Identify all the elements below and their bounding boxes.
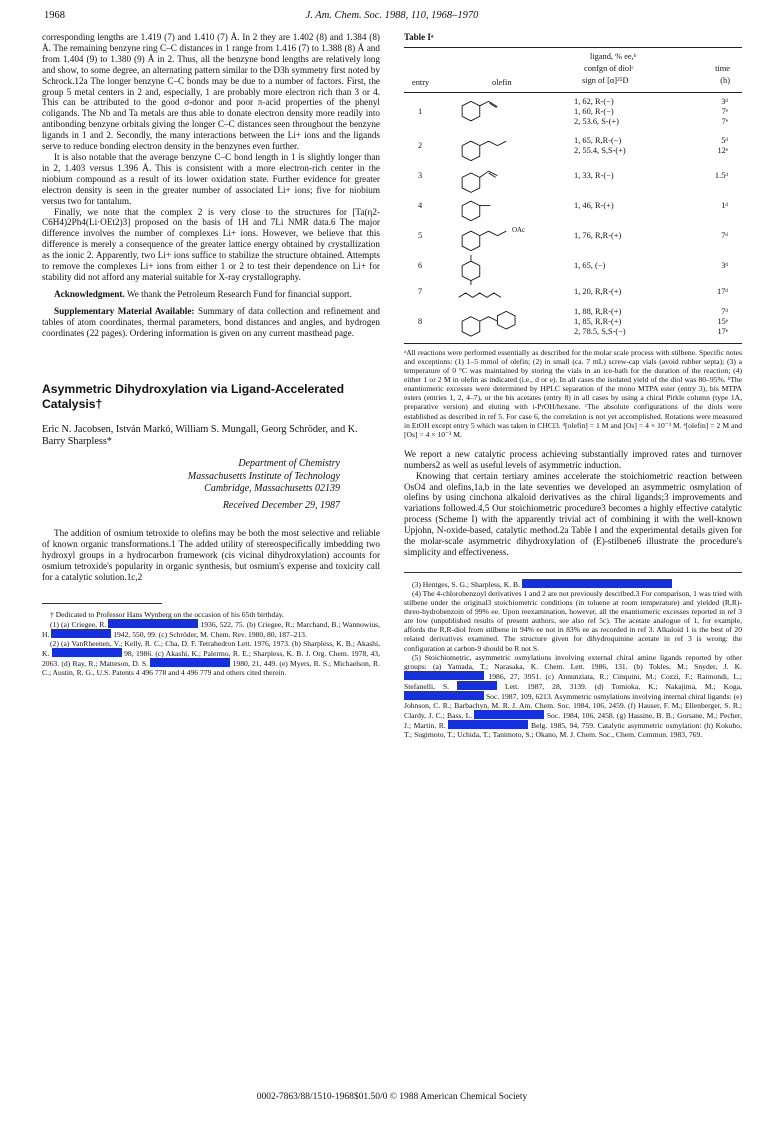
redaction-mark xyxy=(108,619,198,628)
body-paragraph: Knowing that certain tertiary amines accelerate the stoichiometric reaction between OsO4 and olefins,1a,b in the late seventies we developed an asymmetric osmylation of olefins by using cinchona alkaloid derivatives as the chiral ligands;3 improvements and variations followed.4,5 Our stoichiometric procedure3 becomes a highly effective catalytic process (Scheme I) with the apparently trivial act of combining it with the well-known Upjohn, N-oxide-based, catalytic method.2a Table I and the experimental details given for the molar-scale asymmetric dihydroxylation of (E)-stilbene6 illustrate the procedure's simplicity and effectiveness. xyxy=(404,470,742,557)
body-paragraph: It is also notable that the average benzyne C–C bond length in 1 is slightly longer than in 2, 1.403 versus 1.396 Å. This is consistent with a more electron-rich center in the niobium compound as a result of its lower oxidation state. Further evidence for greater electron density is seen in the greater number of associated Li+ ions; five for niobium versus two for tantalum. xyxy=(42,151,380,206)
acknowledgment xyxy=(42,289,380,300)
footnotes-right xyxy=(404,579,742,740)
time-value: 17ᵈ xyxy=(717,286,728,296)
body-paragraph: corresponding lengths are 1.419 (7) and 1.410 (7) Å. In 2 they are 1.402 (8) and 1.384 (8) Å. The remaining benzyne ring C–C distances in 1 range from 1.416 (7) to 1.388 (8) Å and from 1.404 (9) to 1.380 (9) Å in 2. Thus, all the benzyne bond lengths are relatively long and show, to some degree, an alternating pattern similar to the D3h symmetry first noted by Schrock.12a The longer benzyne C–C bonds may be due to a number of factors. First, the group 5 metal centers in 2 and, especially, 1 are probably more electron rich than 3 or 4. This can be attributed to the good σ-donor and poor π-acid properties of the phenyl coligands. The Nb and Ta metals are thus able to donate electron density more readily into antibonding benzyne orbitals giving the longer C–C distances seen throughout the benzyne ligands in 1 and 2. Secondly, the many interactions between the Li+ ions and the ligands serve to reduce bonding electron density in the benzynes even further. xyxy=(42,32,380,152)
ligand-value: 1, 85, R,R-(+) xyxy=(574,316,622,326)
table-row xyxy=(404,131,742,161)
time-values xyxy=(721,97,728,127)
ligand-value: 1, 46, R-(+) xyxy=(574,200,614,210)
footnote-text: Soc. 1987, 109, 6213. Asymmetric osmylations involving internal chiral ligands: (e) Johnson, C. R.; Barbachyn, M. R. J. Am. Chem. Soc. 1984, 106, 2459. (f) Hauser, F. M.; Ellenberger, S. R.; Clardy, J. C.; Bass, L. xyxy=(404,692,743,721)
left-column xyxy=(42,32,380,677)
time-value: 7ᵈ xyxy=(721,306,728,316)
table-footnote: ᵃAll reactions were performed essentially as described for the molar scale process with stilbene. Specific notes and exceptions: (1) 1–5 mmol of olefin; (2) in small (ca. 7 mL) screw-cap vials (avoid rubber septa); (3) a temperature of 0 °C was maintained by storing the vials in an ice-bath for the duration of the reaction; (4) either 1 or 2 M in olefin as indicated (i.e., d or e). In all cases the isolated yield of the diol was 80–95%. ᵇThe enantiomeric excesses were determined by HPLC separation of the mono MTPA ester (entry 3), bis MTPA esters (entries 1, 2, 4–7), or the bis acetates (entry 8) in all cases by using a chiral Pirkle column (type 1A, preparative version) and eluting with i-PrOH/hexane. ᶜThe absolute configurations of the diols were established as described in ref 5. For case 6, the correlation is not yet accomplished. Rotations were measured in EtOH except entry 5 which was taken in CHCl3. ᵈ[olefin] = 1 M and [Os] = 4 × 10⁻³ M. ᵉ[olefin] = 2 M and [Os] = 4 × 10⁻³ M. xyxy=(404,343,742,439)
entry-number: 2 xyxy=(418,140,423,150)
time-value: 5ᵈ xyxy=(721,135,728,145)
time-values xyxy=(721,231,728,241)
ligand-value: 1, 33, R-(−) xyxy=(574,170,614,180)
footnote-text: (1) (a) Criegee, R. xyxy=(50,619,107,629)
table-row xyxy=(404,93,742,131)
ligand-values xyxy=(574,287,621,297)
footnote-text: (5) Stoichiometric, asymmetric osmylations involving external chiral amine ligands reported by other groups: (a) Yamada, T.; Narasaka, K. Chem. Lett. 1986, 131. (b) Tokles, M.; Snyder, J. K. xyxy=(404,652,742,671)
entry-number: 7 xyxy=(418,286,423,296)
time-values xyxy=(715,171,728,181)
redaction-mark xyxy=(51,629,111,638)
footnote-rule xyxy=(42,603,162,604)
redaction-mark xyxy=(404,671,484,680)
time-value: 1ᵈ xyxy=(721,200,728,210)
footnote-text: Soc. 1984, 106, 2458. (g) Hassine, B. B.; Gorsane, M.; Pecher, J.; Martin, R. xyxy=(404,711,742,731)
affiliation-line: Massachusetts Institute of Technology xyxy=(187,470,340,482)
body-paragraph: We report a new catalytic process achieving substantially improved rates and turnover numbers2 as well as useful levels of asymmetric induction. xyxy=(404,448,742,470)
redaction-mark xyxy=(52,648,122,657)
ligand-values xyxy=(574,261,605,271)
redaction-mark xyxy=(404,691,484,700)
table-row xyxy=(404,161,742,191)
header-time-2: (h) xyxy=(720,75,730,85)
time-value: 3ᵈ xyxy=(721,96,728,106)
time-value: 17ᵉ xyxy=(717,326,728,336)
redaction-mark xyxy=(150,658,230,667)
ligand-values xyxy=(574,307,626,337)
table-row xyxy=(404,221,742,251)
author-list: Eric N. Jacobsen, István Markó, William S. Mungall, Georg Schröder, and K. Barry Sharpless* xyxy=(42,423,358,448)
table-row xyxy=(404,303,742,341)
table-row xyxy=(404,281,742,303)
ligand-values xyxy=(574,171,614,181)
header-ligand-3: sign of [α]²⁵D xyxy=(582,75,629,85)
entry-number: 5 xyxy=(418,230,423,240)
time-values xyxy=(717,307,728,337)
footnote xyxy=(404,653,742,740)
ligand-value: 2, 53.6, S-(+) xyxy=(574,116,619,126)
footnote xyxy=(42,639,380,677)
ligand-value: 1, 88, R,R-(+) xyxy=(574,306,622,316)
olefin-label: OAc xyxy=(512,225,526,234)
table-body xyxy=(404,93,742,341)
right-column xyxy=(404,32,742,740)
table-row xyxy=(404,191,742,221)
running-head xyxy=(44,10,740,26)
ligand-values xyxy=(574,136,626,156)
ligand-value: 1, 76, R,R-(+) xyxy=(574,230,622,240)
affiliation-line: Cambridge, Massachusetts 02139 xyxy=(204,482,340,494)
body-paragraph: Finally, we note that the complex 2 is very close to the structures for [Ta(η2-C6H4)2Ph4(Li·OEt2)3] proposed on the basis of 1H and 7Li NMR data.6 The major difference involves the number of complexes Li+ ions. However, we believe that this difference is merely a consequence of the greater lattice energy obtained by crystallization as the ionic 2. Apparently, two Li+ ions suffice to stabilize the structure obtained. Attempts to remove the complexes Li+ ions from either 1 or 2 to test their dependence on Li+ for stability did not afford any material suitable for X-ray crystallography. xyxy=(42,206,380,282)
header-olefin: olefin xyxy=(492,77,512,87)
entry-number: 4 xyxy=(418,200,423,210)
header-time-1: time xyxy=(715,63,730,73)
received-date: Received December 29, 1987 xyxy=(222,500,340,512)
time-values xyxy=(721,201,728,211)
header-ligand-2: confgn of diolᶜ xyxy=(584,63,634,73)
redaction-mark xyxy=(522,579,672,588)
ligand-value: 1, 65, (−) xyxy=(574,260,606,270)
journal-citation: J. Am. Chem. Soc. 1988, 110, 1968–1970 xyxy=(305,10,479,21)
time-value: 3ᵈ xyxy=(721,260,728,270)
ligand-value: 2, 78.5, S,S-(−) xyxy=(574,326,626,336)
footnote-text: 1942, 550, 99. (c) Schröder, M. Chem. Rev. 1980, 80, 187–213. xyxy=(113,629,307,639)
table-header xyxy=(404,47,742,93)
footnote xyxy=(42,619,380,639)
time-value: 7ᵈ xyxy=(721,230,728,240)
acknowledgment-label: Acknowledgment. xyxy=(54,288,125,299)
ligand-values xyxy=(574,97,619,127)
footnote: (4) The 4-chlorobenzoyl derivatives 1 and 2 are not previously described.3 For comparison, 1 was tried with stilbene under the original3 stoichiometric conditions (in toluene at room temperature) and yielded (R,R)-threo-hydrobenzoin of 99% ee. Upon reexamination, however, all the enantiomeric excesses reported in ref 3 are low (unpublished results of present authors, see also ref 5c). The acetate analogue of 1, for example, affords the R,R-diol from stilbene in 94% ee not in 83% ee as recorded in ref 3. Alkaloid 1 is the best of 20 related derivatives examined. The structure given for dihydroquinine acetate in ref 3 is wrong: the configuration at carbon-9 should be R not S. xyxy=(404,589,742,653)
time-values xyxy=(717,136,728,156)
entry-number: 8 xyxy=(418,316,423,326)
table-title: Table Iᵃ xyxy=(404,32,434,42)
ligand-value: 1, 20, R,R-(+) xyxy=(574,286,622,296)
time-value: 1.5ᵈ xyxy=(714,170,728,180)
header-ligand-1: ligand, % ee,ᵇ xyxy=(590,51,637,61)
ligand-value: 1, 62, R-(−) xyxy=(574,96,614,106)
footnote-text: 1986, 27, 3951. (c) Annunziata, R.; Cinquini, M.; Cozzi, F.; Raimondi, L.; Stefanelli, S. xyxy=(404,671,742,691)
supplementary-material xyxy=(42,306,380,339)
entry-number: 3 xyxy=(418,170,423,180)
footnote-text: Lett. 1987, 28, 3139. (d) Tomioka, K.; Nakajima, M.; Koga, xyxy=(505,681,742,691)
footnote-text: (3) Hentges, S. G.; Sharpless, K. B. xyxy=(412,579,520,589)
redaction-mark xyxy=(457,681,497,690)
stilbene-structure xyxy=(450,307,536,337)
trans-stilbene-structure xyxy=(450,97,536,127)
page-number: 1968 xyxy=(44,10,65,21)
time-values xyxy=(721,261,728,271)
table-row xyxy=(404,251,742,281)
ligand-values xyxy=(574,201,614,211)
ligand-values xyxy=(574,231,621,241)
footnotes-left xyxy=(42,610,380,678)
redaction-mark xyxy=(448,720,528,729)
affiliation-line: Department of Chemistry xyxy=(238,458,340,470)
article-title: Asymmetric Dihydroxylation via Ligand-Accelerated Catalysis† xyxy=(42,382,345,412)
header-entry: entry xyxy=(412,77,430,87)
footnote-text: 1980, 21, 449. (e) Myers, R. S.; Michaelson, R. C.; Austin, R. G., U.S. Patents 4 496 778 and 4 496 779 and others cited therein. xyxy=(42,658,380,678)
footnote-rule xyxy=(404,572,742,573)
ligand-value: 1, 65, R,R-(−) xyxy=(574,135,622,145)
footnote: † Dedicated to Professor Hans Wynberg on the occasion of his 65th birthday. xyxy=(50,609,284,619)
entry-number: 6 xyxy=(418,260,423,270)
time-value: 7ᵉ xyxy=(721,116,728,126)
time-value: 7ᵉ xyxy=(721,106,728,116)
acknowledgment-text: We thank the Petroleum Research Fund for financial support. xyxy=(126,288,352,299)
redaction-mark xyxy=(474,710,544,719)
footnote-text: (2) (a) VanRheenen, V.; Kelly, R. C.; Cha, D. F. Tetrahedron Lett. 1976, 1973. (b) Sharpless, K. B.; Akashi, K. xyxy=(42,638,380,658)
footnote-text: 98, 1986. (c) Akashi, K.; Palermo, R. E.; Sharpless, K. B. J. Org. Chem. 1978, 43, 2063. (d) Ray, R.; Matteson, D. S. xyxy=(42,648,380,668)
time-values xyxy=(717,287,728,297)
copyright-footer: 0002-7863/88/1510-1968$01.50/0 © 1988 American Chemical Society xyxy=(256,1092,528,1102)
entry-number: 1 xyxy=(418,106,423,116)
ligand-value: 2, 55.4, S,S-(+) xyxy=(574,145,626,155)
supplementary-label: Supplementary Material Available: xyxy=(54,305,195,316)
footnote-text: 1936, 522, 75. (b) Criegee, R.; Marchand, B.; Wannowius, H. xyxy=(42,619,380,639)
time-value: 12ᵉ xyxy=(717,145,728,155)
ligand-value: 1, 60, R-(−) xyxy=(574,106,614,116)
intro-paragraph: The addition of osmium tetroxide to olefins may be both the most selective and reliable of known organic transformations.1 The added utility of stereospecifically imbedding two hydroxyl groups in a hydrocarbon framework (cis vicinal dihydroxylation) accounts for osmium tetroxide's popularity in organic synthesis, but osmium's expense and toxicity call for a catalytic solution.1c,2 xyxy=(42,527,380,582)
footnote-text: Belg. 1985, 94, 759. Catalytic asymmetric osmylation: (h) Kokubo, T.; Sugimoto, T.; Uchida, T.; Tanimoto, S.; Okano, M. J. Chem. Soc., Chem. Commun. 1983, 769. xyxy=(404,721,742,740)
footnote xyxy=(404,579,742,589)
affiliation xyxy=(42,458,380,495)
supplementary-text: Summary of data collection and refinement and tables of atom coordinates, thermal parameters, bond distances and angles, and hydrogen coordinates (22 pages). Ordering information is given on any current masthead page. xyxy=(42,305,380,338)
time-value: 15ᵉ xyxy=(717,316,728,326)
